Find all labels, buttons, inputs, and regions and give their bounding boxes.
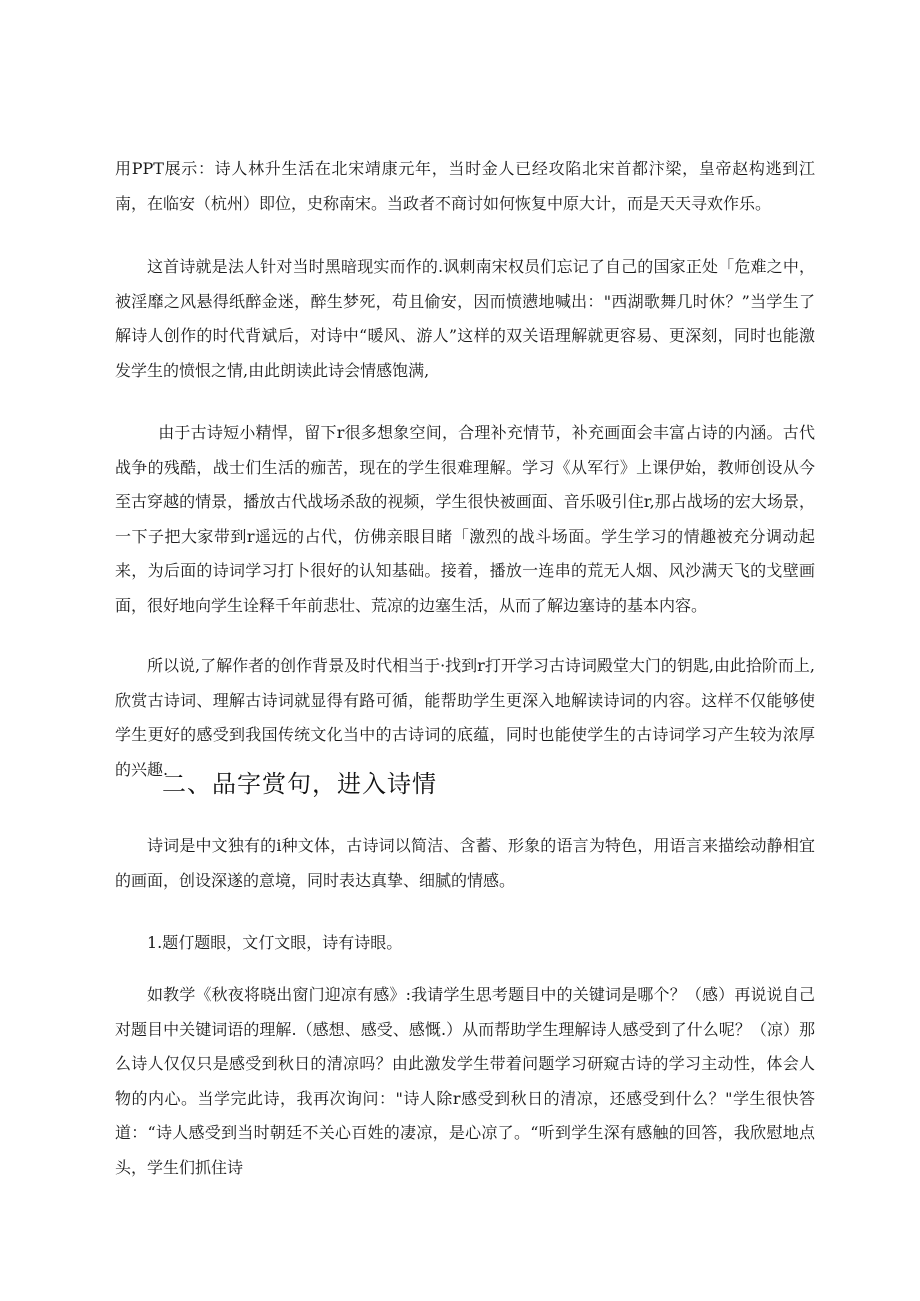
paragraph-background-intro: 用PPT展示：诗人林升生活在北宋靖康元年，当时金人已经攻陷北宋首都汴梁，皇帝赵构逃到江南，在临安（杭州）即位，史称南宋。当政者不商讨如何恢复中原大计，而是天天寻欢作乐。 xyxy=(115,159,815,213)
paragraph-poem-satire: 这首诗就是法人针对当时黑暗现实而作的.讽刺南宋权员们忘记了自己的国家正处「危难之中，被淫靡之风悬得纸醉金迷，醉生梦死，苟且偷安，因而愤懑地喊出："西湖歌舞几时休？”当学生了解诗人创作的时代背斌后，对诗中“暖风、游人”这样的双关语理解就更容易、更深刻，同时也能激发学生的愤恨之情,由此朗读此诗会情感饱满, xyxy=(115,257,815,380)
paragraph-conclusion: 所以说,了解作者的创作背景及时代相当于·找到r打开学习古诗词殿堂大门的钥匙,由此拾阶而上,欣赏古诗词、理解古诗词就显得有路可循，能帮助学生更深入地解读诗词的内容。这样不仅能够使学生更好的感受到我国传统文化当中的古诗词的底蕴，同时也能使学生的古诗词学习产生较为浓厚的兴趣. xyxy=(115,656,815,779)
paragraph-imagination-supplement: 由于古诗短小精悍，留下r很多想象空间，合理补充情节，补充画面会丰富占诗的内涵。古代战争的残酷，战士们生活的痂苦，现在的学生很难理解。学习《从军行》上课伊始，教师创设从今至古穿越的情景，播放古代战场杀敌的视频，学生很快被画面、音乐吸引住r,那占战场的宏大场景，一下子把大家带到r遥远的占代，仿佛亲眼目睹「激烈的战斗场面。学生学习的情趣被充分调动起来，为后面的诗词学习打卜很好的认知基础。接着，播放一连串的荒无人烟、风沙满天飞的戈壁画面，很好地向学生诠释千年前悲壮、荒凉的边塞生活，从而了解边塞诗的基本内容。 xyxy=(115,423,815,615)
paragraph-subheading-1: 1.题仃题眼，文仃文眼，诗有诗眼。 xyxy=(147,933,403,952)
paragraph-teaching-example: 如教学《秋夜将晓出窗门迎凉有感》:我请学生思考题目中的关键词是哪个？（感）再说说自己对题目中关键词语的理解.（感想、感受、感慨.）从而帮助学生理解诗人感受到了什么呢？（凉）那么诗人仅仅只是感受到秋日的清凉吗？由此激发学生带着问题学习研窥古诗的学习主动性，体会人物的内心。当学完此诗，我再次询问："诗人除r感受到秋日的清凉，还感受到什么？"学生很快答道：“诗人感受到当时朝廷不关心百姓的凄凉，是心凉了。“听到学生深有感触的回答，我欣慰地点头，学生们抓住诗 xyxy=(115,985,815,1177)
paragraph-poetry-language: 诗词是中文独有的i种文体，古诗词以简洁、含蓄、形象的语言为特色，用语言来描绘动静相宜的画面，创设深遂的意境，同时表达真挚、细腻的情感。 xyxy=(115,836,815,890)
section-heading: 二、品字赏句，进入诗情 xyxy=(162,770,437,798)
